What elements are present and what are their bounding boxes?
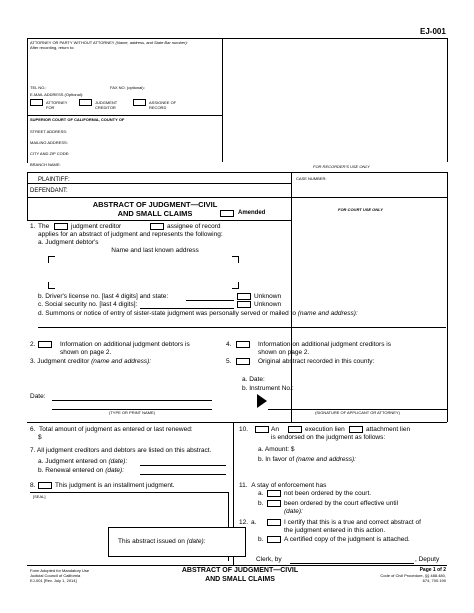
clerk-label: Clerk, by: [256, 556, 282, 563]
attachment-lien-label: attachment lien: [366, 426, 411, 433]
sign-here-arrow-icon: [257, 394, 267, 408]
judgment-creditor-label: JUDGMENT CREDITOR: [95, 100, 118, 110]
branch-name-label: BRANCH NAME:: [30, 162, 61, 167]
item12-b-text: A certified copy of the judgment is attached.: [284, 536, 410, 543]
footer-right: Page 1 of 2 Code of Civil Procedure, §§ 488.480, 674, 700.190: [380, 567, 446, 583]
item7-b: b. Renewal entered on (date):: [38, 467, 125, 474]
email-label: E-MAIL ADDRESS (Optional):: [30, 92, 84, 97]
date-a-label: a. Date:: [242, 376, 265, 383]
form-number: EJ-001: [420, 27, 446, 36]
item12-a: a.: [251, 519, 257, 526]
item12-num: 12.: [239, 519, 249, 526]
court-use-label: FOR COURT USE ONLY: [338, 207, 383, 212]
item2-text2: shown on page 2.: [60, 349, 112, 356]
item10-num: 10.: [239, 426, 249, 433]
seal-label: [SEAL]: [33, 494, 46, 499]
judgment-creditor-checkbox[interactable]: [79, 99, 92, 106]
item2-text1: Information on additional judgment debtors is: [60, 341, 190, 348]
item10-b: b. In favor of (name and address):: [258, 456, 356, 463]
item10-endorsed: is endorsed on the judgment as follows:: [271, 434, 386, 441]
item1-d: d. Summons or notice of entry of sister-state judgment was personally served or mailed to (name and address):: [38, 310, 358, 317]
item12-b: b.: [258, 536, 264, 543]
item8-text: This judgment is an installment judgment.: [55, 482, 175, 489]
attorney-for-label: ATTORNEY FOR: [46, 100, 68, 110]
item4-num: 4.: [226, 341, 232, 348]
item11-label: 11. A stay of enforcement has: [239, 482, 327, 489]
footer-left: Form Adopted for Mandatory Use Judicial Council of California EJ-001 [Rev. July 1, 2014]: [30, 568, 90, 583]
deputy-label: , Deputy: [415, 556, 440, 563]
item7-a: a. Judgment entered on (date):: [38, 458, 128, 465]
item1-c: c. Social security no. [last 4 digits]:: [38, 301, 138, 308]
assignee-checkbox[interactable]: [133, 99, 146, 106]
name-address-label: Name and last known address: [111, 247, 199, 254]
item10-checkbox[interactable]: [255, 426, 269, 433]
attorney-for-checkbox[interactable]: [30, 99, 43, 106]
item1-assignee: assignee of record: [167, 223, 221, 230]
item1-a: a. Judgment debtor's: [38, 239, 99, 246]
item11-b: b.: [258, 500, 264, 507]
assignee-label: ASSIGNEE OF RECORD: [149, 100, 177, 110]
item11-a: a.: [258, 490, 264, 497]
item5-text: Original abstract recorded in this county:: [258, 358, 375, 365]
item11-a-text: not been ordered by the court.: [284, 490, 372, 497]
item2-num: 2.: [30, 341, 36, 348]
date-label: Date:: [30, 393, 46, 400]
item6-dollar: $: [38, 434, 42, 441]
issued-on-label: This abstract issued on (date):: [118, 538, 206, 545]
fax-label: FAX NO. (optional):: [110, 85, 145, 90]
form-title: ABSTRACT OF JUDGMENT—CIVIL AND SMALL CLAIMS: [92, 200, 218, 218]
item8-num: 8.: [30, 482, 36, 489]
item4-text1: Information on additional judgment creditors is: [258, 341, 391, 348]
item10-a: a. Amount: $: [258, 446, 295, 453]
attachment-lien-checkbox[interactable]: [349, 426, 363, 433]
debtor-address-area[interactable]: [48, 256, 238, 288]
item5-num: 5.: [226, 358, 232, 365]
stay-ordered-checkbox[interactable]: [267, 500, 281, 507]
license-unknown-checkbox[interactable]: [237, 293, 251, 300]
item11-b-text: been ordered by the court effective until: [284, 500, 399, 507]
amended-checkbox[interactable]: [220, 210, 234, 217]
item12-a-text2: the judgment entered in this action.: [284, 527, 386, 534]
item11-b-date: (date):: [284, 508, 303, 515]
type-print-label: (TYPE OR PRINT NAME): [109, 410, 155, 415]
item2-checkbox[interactable]: [38, 341, 52, 348]
amended-label: Amended: [238, 210, 266, 216]
item8-checkbox[interactable]: [38, 482, 52, 489]
item6-label: 6. Total amount of judgment as entered or last renewed:: [30, 426, 193, 433]
certified-copy-checkbox[interactable]: [267, 536, 281, 543]
item5-checkbox[interactable]: [236, 358, 250, 365]
certify-checkbox[interactable]: [267, 519, 281, 526]
item10-an: An: [271, 426, 279, 433]
attorney-header: ATTORNEY OR PARTY WITHOUT ATTORNEY (Name, address, and State Bar number):: [30, 40, 188, 45]
item12-a-text1: I certify that this is a true and correct abstract of: [284, 519, 421, 526]
defendant-label: DEFENDANT:: [30, 188, 68, 194]
ssn-unknown-checkbox[interactable]: [237, 301, 251, 308]
item1-creditor: judgment creditor: [71, 223, 122, 230]
item1-b: b. Driver's license no. [last 4 digits] and state:: [38, 293, 169, 300]
item1-applies: applies for an abstract of judgment and represents the following:: [38, 231, 223, 238]
item4-text2: shown on page 2.: [258, 349, 310, 356]
item3-label: 3. Judgment creditor (name and address):: [30, 358, 152, 365]
footer-title: ABSTRACT OF JUDGMENT—CIVIL AND SMALL CLAIMS: [181, 567, 299, 583]
tel-label: TEL NO.:: [30, 85, 47, 90]
recorder-use-label: FOR RECORDER'S USE ONLY: [313, 164, 370, 169]
item7-label: 7. All judgment creditors and debtors are listed on this abstract.: [30, 447, 212, 454]
street-address-label: STREET ADDRESS:: [30, 129, 68, 134]
license-unknown-label: Unknown: [254, 293, 282, 300]
stay-not-ordered-checkbox[interactable]: [267, 490, 281, 497]
case-number-label: CASE NUMBER:: [296, 176, 327, 181]
execution-lien-checkbox[interactable]: [288, 426, 302, 433]
mailing-address-label: MAILING ADDRESS:: [30, 140, 68, 145]
execution-lien-label: execution lien: [305, 426, 345, 433]
ssn-unknown-label: Unknown: [254, 301, 282, 308]
signature-label: (SIGNATURE OF APPLICANT OR ATTORNEY): [315, 410, 400, 415]
instrument-b-label: b. Instrument No.:: [242, 385, 294, 392]
judgment-creditor-item1-checkbox[interactable]: [54, 223, 68, 230]
item1-the: The: [38, 223, 50, 230]
city-zip-label: CITY AND ZIP CODE:: [30, 151, 70, 156]
court-title: SUPERIOR COURT OF CALIFORNIA, COUNTY OF: [30, 117, 125, 122]
plaintiff-label: PLAINTIFF:: [38, 177, 70, 183]
return-to-label: After recording, return to:: [30, 45, 75, 50]
assignee-item1-checkbox[interactable]: [150, 223, 164, 230]
item4-checkbox[interactable]: [236, 341, 250, 348]
item1-num: 1.: [30, 223, 36, 230]
